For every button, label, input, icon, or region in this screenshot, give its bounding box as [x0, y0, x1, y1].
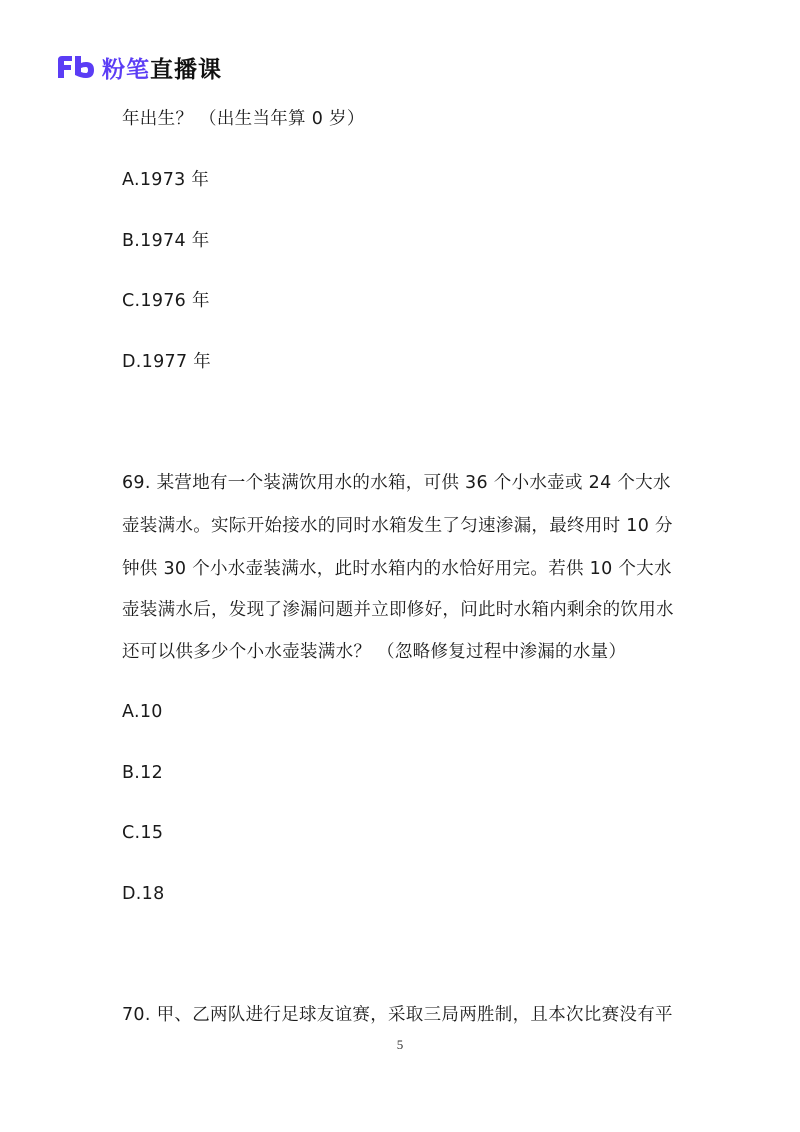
q68-option-a: A.1973 年 [122, 170, 210, 190]
q69-line-1: 69. 某营地有一个装满饮用水的水箱，可供 36 个小水壶或 24 个大水 [122, 473, 671, 493]
q68-stem-tail: 年出生？ （出生当年算 0 岁） [122, 109, 365, 129]
fenbi-logo-icon [56, 54, 96, 80]
q69-option-c: C.15 [122, 823, 164, 843]
logo-product-text: 直播课 [150, 56, 222, 83]
q69-line-4: 壶装满水后，发现了渗漏问题并立即修好，问此时水箱内剩余的饮用水 [122, 600, 674, 620]
brand-logo [56, 52, 222, 82]
q69-line-3: 钟供 30 个小水壶装满水，此时水箱内的水恰好用完。若供 10 个大水 [122, 559, 672, 579]
q68-option-d: D.1977 年 [122, 352, 212, 372]
logo-brand-text: 粉笔 [102, 56, 150, 83]
q69-option-b: B.12 [122, 763, 164, 783]
q69-line-5: 还可以供多少个小水壶装满水？ （忽略修复过程中渗漏的水量） [122, 642, 627, 662]
page-number: 5 [396, 1037, 404, 1052]
q68-option-c: C.1976 年 [122, 291, 210, 311]
q69-line-2: 壶装满水。实际开始接水的同时水箱发生了匀速渗漏，最终用时 10 分 [122, 516, 673, 536]
logo-text [102, 51, 222, 84]
q69-option-d: D.18 [122, 884, 165, 904]
q69-option-a: A.10 [122, 702, 163, 722]
q70-line-1: 70. 甲、乙两队进行足球友谊赛，采取三局两胜制，且本次比赛没有平 [122, 1005, 673, 1025]
q68-option-b: B.1974 年 [122, 231, 210, 251]
